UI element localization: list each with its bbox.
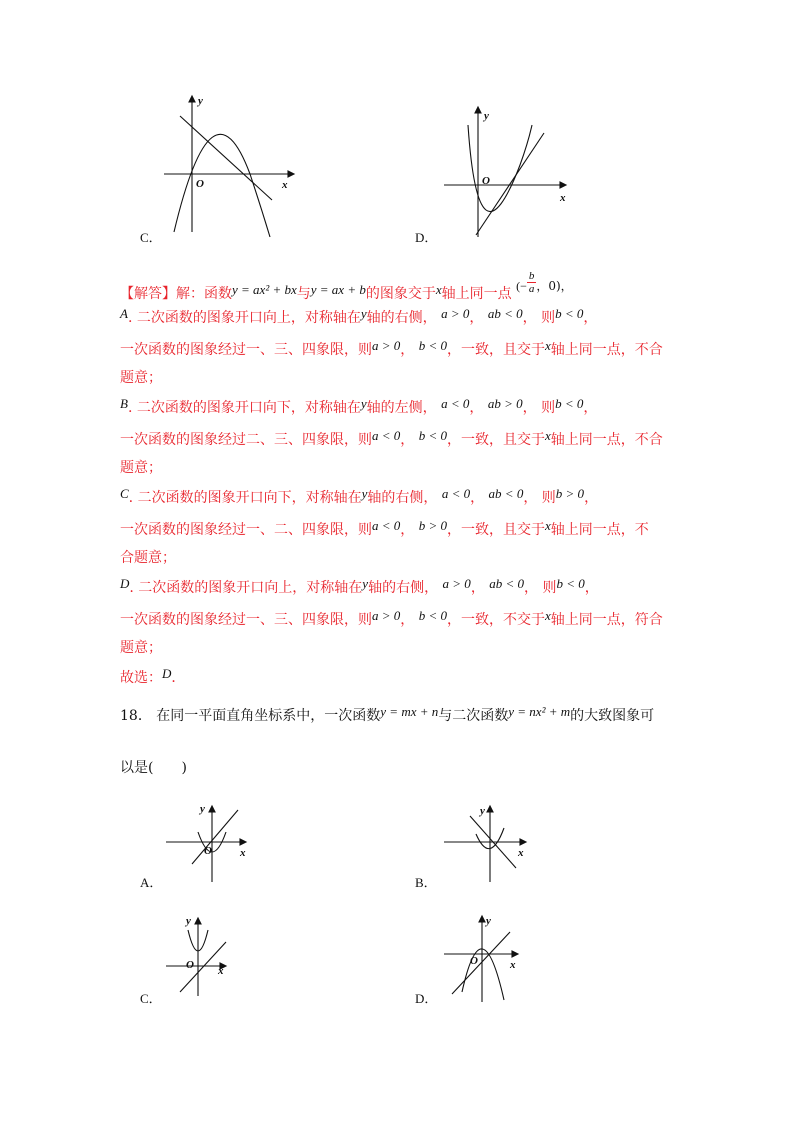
x-axis-label: x [518,847,524,859]
conclusion-answer: D [162,666,172,681]
solution-intro [120,270,573,304]
item-d-line2a: 一次函数的图象经过一、三、四象限，则 [120,612,372,628]
item-b-label: B [120,396,128,411]
x-axis-arrow [512,951,518,957]
point-denominator: a [528,283,535,295]
origin-label: O [196,178,204,190]
item-b-line2c: 轴上同一点，不合 [550,432,663,448]
prev-graph-c [160,92,300,242]
item-b-c3: b < 0 [555,396,584,411]
item-b-var-y: y [360,396,367,411]
item-d-c3: b < 0 [556,576,585,591]
y-axis-label: y [486,915,491,927]
y-axis-arrow [195,918,201,924]
intro-tail: 的图象交于 [365,286,436,302]
y-axis-label: y [480,805,485,817]
item-b-d1: a < 0 [372,428,401,443]
x-axis-label: x [240,847,246,859]
item-b-line3: 题意； [120,460,162,476]
y-axis-arrow [487,806,493,812]
q18-graph-d [440,912,540,1012]
question-18-line1 [120,702,654,726]
item-c-c1: a < 0 [441,486,471,501]
item-c-text: . 二次函数的图象开口向下，对称轴在 [128,490,362,506]
conclusion-suffix: ． [171,670,186,686]
x-axis-arrow [240,839,246,845]
conj-with: 与 [296,286,311,302]
x-axis-arrow [560,182,566,188]
q18-option-d-label: D． [415,991,438,1006]
x-axis-label: x [282,179,288,191]
expr-quadratic: y = ax² + bx [232,282,297,297]
item-d-line3: 题意； [120,640,162,656]
y-axis-label: y [186,915,191,927]
item-c-label: C [120,486,129,501]
item-a-line3: 题意； [120,370,162,386]
x-axis-arrow [288,171,294,177]
item-b-line2: 一次函数的图象经过二、三、四象限，则a < 0， b < 0，一致，且交于x轴上同一点，不合 [120,428,663,448]
point-fraction [527,270,537,295]
solution-tag: 【解答】 [120,286,176,302]
question-text4: 以是 [120,760,148,776]
expr-linear: y = ax + b [310,282,366,297]
item-c-line2a: 一次函数的图象经过一、二、四象限，则 [120,522,372,538]
q18-option-a-label: A． [140,875,163,890]
item-d-line2b: ，一致，不交于 [447,612,546,628]
x-axis-arrow [520,839,526,845]
x-axis-label: x [560,192,566,204]
origin-label: O [482,175,490,187]
item-c-line2b: ，一致，且交于 [447,522,546,538]
prev-option-d-label: D． [415,230,438,245]
item-c-d2: b > 0 [418,518,448,533]
item-c-line3: 合题意； [120,550,176,566]
item-d-then: 则 [542,580,557,596]
item-a-d1: a > 0 [372,338,401,353]
y-axis-label: y [198,95,203,107]
intro-tail2: 轴上同一点 [441,286,512,302]
item-c-line2c: 轴上同一点，不 [550,522,649,538]
conclusion-prefix: 故选： [120,670,162,686]
item-a-var-x: x [545,338,551,353]
item-a-line2c: 轴上同一点，不合 [550,342,663,358]
item-d-label: D [120,576,130,591]
item-b-d2: b < 0 [418,428,448,443]
y-axis-label: y [484,110,489,122]
item-d-c1: a > 0 [442,576,471,591]
y-axis-arrow [479,916,485,922]
y-axis-arrow [475,107,481,113]
origin-label: O [186,959,194,971]
item-a-then: 则 [541,310,556,326]
point-prefix: (− [516,279,527,293]
answer-paren: ( ) [148,760,187,776]
item-c-d1: a < 0 [372,518,401,533]
q18-expr-linear: y = mx + n [380,704,439,719]
item-b-var-x: x [545,428,551,443]
item-b-c2: ab > 0 [487,396,523,411]
item-a-c2: ab < 0 [487,306,523,321]
item-a-line1: A. 二次函数的图象开口向上，对称轴在y轴的右侧， a > 0， ab < 0， 则b < 0， [120,306,598,326]
prev-graph-d [440,105,580,245]
item-b-c1: a < 0 [441,396,470,411]
x-axis-label: x [218,965,224,977]
origin-label: O [204,845,212,857]
item-b-text: . 二次函数的图象开口向下，对称轴在 [127,400,361,416]
var-x: x [435,282,442,297]
item-b-mid: 轴的左侧， [366,400,437,416]
item-c-var-x: x [545,518,551,533]
item-b-line2a: 一次函数的图象经过二、三、四象限，则 [120,432,372,448]
q18-graph-a [162,800,262,885]
item-a-line2b: ，一致，且交于 [447,342,546,358]
question-text2: 与二次函数 [438,708,509,724]
straight-line [452,932,510,994]
prev-option-c-label: C． [140,230,162,245]
question-18-line2 [120,758,187,778]
y-axis-label: y [200,803,205,815]
item-a-var-y: y [360,306,367,321]
y-axis-arrow [209,806,215,812]
q18-expr-quadratic: y = nx² + m [508,704,571,719]
item-d-line2c: 轴上同一点，符合 [550,612,663,628]
item-c-then: 则 [541,490,556,506]
item-b-line2b: ，一致，且交于 [447,432,546,448]
question-text3: 的大致图象可 [570,708,655,724]
item-d-var-y: y [362,576,369,591]
straight-line [180,116,272,200]
point-suffix: ，0)， [536,279,573,293]
item-c-line1: C. 二次函数的图象开口向下，对称轴在y轴的右侧， a < 0， ab < 0， 则b > 0， [120,486,599,506]
q18-graph-c [160,912,250,1002]
item-a-line2a: 一次函数的图象经过一、三、四象限，则 [120,342,372,358]
item-a-c1: a > 0 [441,306,470,321]
q18-graph-b [440,800,540,885]
point-numerator: b [528,270,535,282]
item-a-d2: b < 0 [418,338,448,353]
item-c-c2: ab < 0 [488,486,524,501]
item-d-d1: a > 0 [372,608,401,623]
item-c-line2: 一次函数的图象经过一、二、四象限，则a < 0， b > 0，一致，且交于x轴上同一点，不 [120,518,649,538]
question-number: 18． [120,708,152,724]
q18-option-c-label: C． [140,991,162,1006]
x-axis-label: x [510,959,516,971]
item-d-text: . 二次函数的图象开口向上，对称轴在 [129,580,363,596]
item-b-then: 则 [541,400,556,416]
question-text1: 在同一平面直角坐标系中，一次函数 [156,708,381,724]
item-c-c3: b > 0 [555,486,585,501]
item-a-c3: b < 0 [555,306,584,321]
conclusion [120,664,185,688]
item-c-mid: 轴的右侧， [367,490,438,506]
item-a-line2: 一次函数的图象经过一、三、四象限，则a > 0， b < 0，一致，且交于x轴上同一点，不合 [120,338,663,358]
q18-option-b-label: B． [415,875,437,890]
item-a-mid: 轴的右侧， [366,310,437,326]
straight-line [192,810,238,864]
item-d-line1: D. 二次函数的图象开口向上，对称轴在y轴的右侧， a > 0， ab < 0， 则b < 0， [120,576,599,596]
item-d-c2: ab < 0 [489,576,525,591]
item-d-line2: 一次函数的图象经过一、三、四象限，则a > 0， b < 0，一致，不交于x轴上同一点，符合 [120,608,663,628]
origin-label: O [470,955,478,967]
parabola-curve [462,949,504,1000]
item-d-d2: b < 0 [418,608,448,623]
item-b-line1: B. 二次函数的图象开口向下，对称轴在y轴的左侧， a < 0， ab > 0， 则b < 0， [120,396,598,416]
y-axis-arrow [189,96,195,102]
item-d-mid: 轴的右侧， [368,580,439,596]
item-c-var-y: y [361,486,368,501]
item-a-text: . 二次函数的图象开口向上，对称轴在 [127,310,361,326]
solution-intro-text: 解：函数 [176,286,232,302]
item-a-label: A [120,306,128,321]
item-d-var-x: x [545,608,551,623]
